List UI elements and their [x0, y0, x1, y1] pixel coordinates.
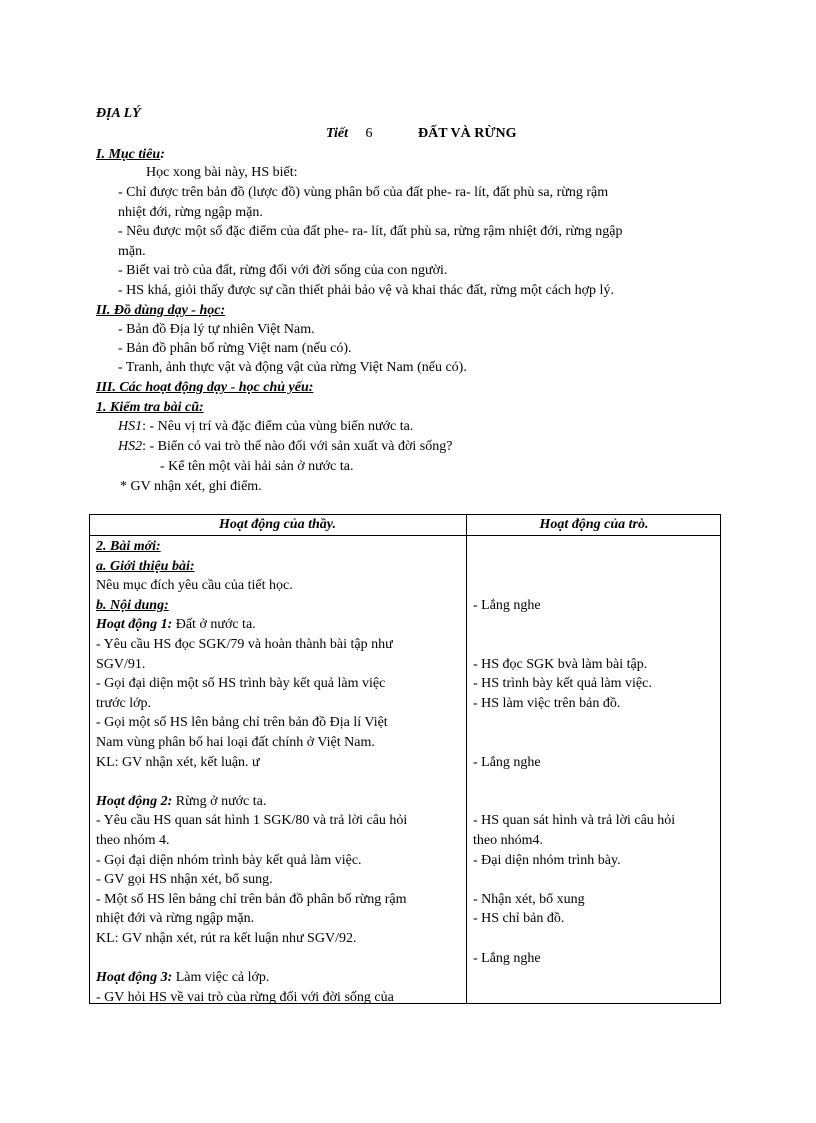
- hs1-label: HS1: [118, 419, 143, 434]
- teacher-line: - GV gọi HS nhận xét, bổ sung.: [96, 872, 273, 887]
- activity-label: Hoạt động 2:: [96, 794, 173, 809]
- student-line: - HS chỉ bản đồ.: [473, 911, 565, 926]
- student-line: theo nhóm4.: [473, 833, 543, 848]
- activity-title: Rừng ở nước ta.: [172, 794, 267, 809]
- student-line: - Lắng nghe: [473, 598, 541, 613]
- teacher-line: KL: GV nhận xét, kết luận. ư: [96, 755, 260, 770]
- teacher-line: - GV hỏi HS về vai trò của rừng đối với đời sống của: [96, 990, 394, 1005]
- teacher-line: - Gọi một số HS lên bảng chỉ trên bản đồ Địa lí Việt: [96, 715, 388, 730]
- objective-item: - Biết vai trò của đất, rừng đối với đời sống của con người.: [118, 263, 448, 278]
- header-divider: [89, 535, 721, 536]
- subject-heading: ĐỊA LÝ: [96, 106, 141, 121]
- objectives-heading: I. Mục tiêu:: [96, 147, 165, 162]
- lesson-title: ĐẤT VÀ RỪNG: [418, 126, 517, 141]
- gv-note: * GV nhận xét, ghi điểm.: [120, 479, 262, 494]
- student-line: - HS đọc SGK bvà làm bài tập.: [473, 657, 648, 672]
- hs2-question: HS2: - Biển có vai trò thế nào đối với sản xuất và đời sống?: [118, 439, 453, 454]
- activity-label-line: [96, 968, 269, 988]
- activity-label: Hoạt động 3:: [96, 970, 173, 985]
- student-line: - HS làm việc trên bản đồ.: [473, 696, 621, 711]
- teacher-heading: [96, 596, 169, 616]
- activities-heading: III. Các hoạt động dạy - học chủ yếu:: [96, 380, 314, 395]
- material-item: - Bản đồ phân bố rừng Việt nam (nếu có).: [118, 341, 352, 356]
- activity-label-line: [96, 792, 266, 812]
- activity-title: Đất ở nước ta.: [172, 617, 256, 632]
- period-line: [326, 124, 373, 144]
- teacher-line: - Gọi đại diện nhóm trình bày kết quả làm việc.: [96, 853, 362, 868]
- objectives-intro: Học xong bài này, HS biết:: [146, 165, 298, 180]
- teacher-line: - Yêu cầu HS quan sát hình 1 SGK/80 và trả lời câu hỏi: [96, 813, 408, 828]
- material-item: - Bản đồ Địa lý tự nhiên Việt Nam.: [118, 322, 315, 337]
- student-line: - Đại diện nhóm trình bày.: [473, 853, 621, 868]
- teacher-heading-text: b. Nội dung:: [96, 598, 169, 613]
- teacher-line: trước lớp.: [96, 696, 152, 711]
- period-label: Tiết: [326, 126, 349, 141]
- teacher-line: SGV/91.: [96, 657, 146, 672]
- hs2-subquestion: - Kể tên một vài hải sản ở nước ta.: [160, 459, 354, 474]
- teacher-line: Nêu mục đích yêu cầu của tiết học.: [96, 578, 293, 593]
- activity-label: Hoạt động 1:: [96, 617, 173, 632]
- student-line: - Lắng nghe: [473, 951, 541, 966]
- objective-item: mặn.: [118, 244, 146, 259]
- teacher-heading: [96, 557, 195, 577]
- period-number: 6: [365, 126, 373, 141]
- material-item: - Tranh, ảnh thực vật và động vật của rừng Việt Nam (nếu có).: [118, 360, 467, 375]
- student-line: - HS trình bày kết quả làm việc.: [473, 676, 652, 691]
- objective-item: nhiệt đới, rừng ngập mặn.: [118, 205, 263, 220]
- teacher-heading-text: a. Giới thiệu bài:: [96, 559, 195, 574]
- materials-heading: II. Đồ dùng dạy - học:: [96, 303, 226, 318]
- student-column-header: Hoạt động của trò.: [539, 517, 649, 532]
- column-divider: [466, 514, 467, 1004]
- teacher-line: KL: GV nhận xét, rút ra kết luận như SGV/92.: [96, 931, 357, 946]
- teacher-line: nhiệt đới và rừng ngập mặn.: [96, 911, 255, 926]
- student-line: - Nhận xét, bổ xung: [473, 892, 585, 907]
- activity-title: Làm việc cả lớp.: [172, 970, 270, 985]
- objective-item: - Nêu được một số đặc điểm của đất phe- ra- lít, đất phù sa, rừng rậm nhiệt đới, rừng ngập: [118, 224, 623, 239]
- activity-label-line: [96, 615, 256, 635]
- objective-item: - HS khá, giỏi thấy được sự cần thiết phải bảo vệ và khai thác đất, rừng một cách hợp lý.: [118, 283, 614, 298]
- teacher-heading-text: 2. Bài mới:: [96, 539, 161, 554]
- teacher-line: theo nhóm 4.: [96, 833, 170, 848]
- teacher-line: - Yêu cầu HS đọc SGK/79 và hoàn thành bài tập như: [96, 637, 393, 652]
- student-line: - HS quan sát hình và trả lời câu hỏi: [473, 813, 676, 828]
- hs1-question: HS1: - Nêu vị trí và đặc điểm của vùng biển nước ta.: [118, 419, 414, 434]
- teacher-column-header: Hoạt động của thầy.: [219, 517, 336, 532]
- teacher-line: - Một số HS lên bảng chỉ trên bản đồ phân bố rừng rậm: [96, 892, 407, 907]
- teacher-heading: [96, 537, 161, 557]
- teacher-line: Nam vùng phân bố hai loại đất chính ở Việt Nam.: [96, 735, 375, 750]
- student-line: - Lắng nghe: [473, 755, 541, 770]
- hs2-label: HS2: [118, 439, 143, 454]
- teacher-line: - Gọi đại diện một số HS trình bày kết quả làm việc: [96, 676, 386, 691]
- objective-item: - Chỉ được trên bản đồ (lược đồ) vùng phân bố của đất phe- ra- lít, đất phù sa, rừng rậm: [118, 185, 609, 200]
- review-heading: 1. Kiểm tra bài cũ:: [96, 400, 204, 415]
